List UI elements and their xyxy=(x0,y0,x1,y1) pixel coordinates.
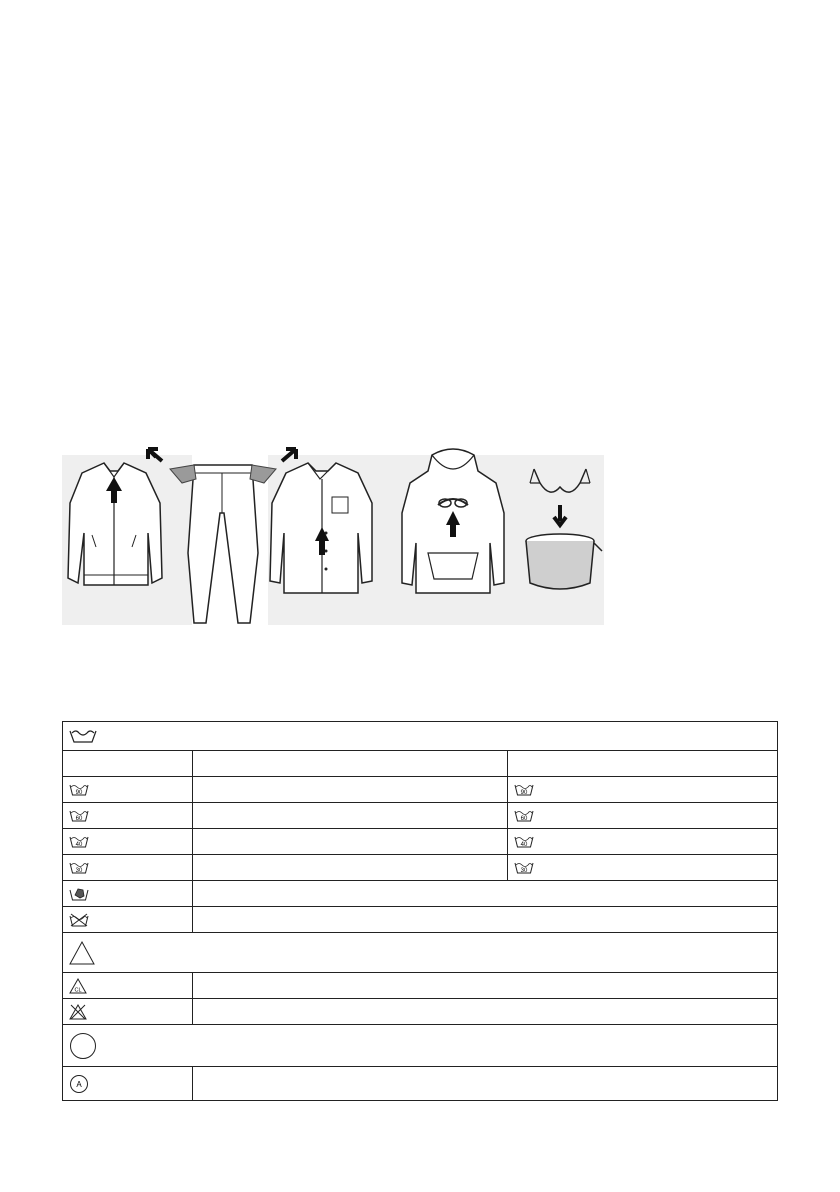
wash-90-row xyxy=(63,777,777,803)
wash-symbol-cell xyxy=(63,855,193,880)
bra-laundry-bag-icon xyxy=(520,443,604,633)
do-not-wash-row xyxy=(63,907,777,933)
wash-30-icon xyxy=(514,861,534,874)
svg-text:90: 90 xyxy=(75,790,83,796)
bleach-cl-row xyxy=(63,973,777,999)
wash-description-cell xyxy=(193,829,508,854)
do-not-bleach-description-cell xyxy=(193,999,777,1024)
wash-alt-symbol-cell xyxy=(508,777,777,802)
do-not-bleach-symbol-cell xyxy=(63,999,193,1024)
dry-cleaning-header-cell xyxy=(63,1025,777,1066)
hoodie-drawstring-icon xyxy=(398,443,508,633)
bleach-cl-symbol-cell xyxy=(63,973,193,998)
svg-text:30: 30 xyxy=(75,868,83,874)
do-not-wash-icon xyxy=(69,913,89,927)
svg-text:60: 60 xyxy=(75,816,83,822)
dry-clean-a-icon xyxy=(69,1074,89,1094)
dry-clean-a-description-cell xyxy=(193,1067,777,1100)
button-shirt-icon xyxy=(268,443,378,633)
subheader-cell-3 xyxy=(508,751,777,776)
wash-60-icon xyxy=(69,809,89,822)
wash-description-cell xyxy=(193,803,508,828)
svg-text:40: 40 xyxy=(75,842,83,848)
hand-wash-row xyxy=(63,881,777,907)
wash-alt-symbol-cell xyxy=(508,855,777,880)
svg-text:40: 40 xyxy=(520,842,528,848)
do-not-wash-symbol-cell xyxy=(63,907,193,932)
wash-tub-icon xyxy=(69,728,97,744)
do-not-bleach-icon xyxy=(69,1004,87,1020)
care-symbol-table xyxy=(62,721,778,1101)
dry-cleaning-header-row xyxy=(63,1025,777,1067)
svg-text:90: 90 xyxy=(520,790,528,796)
wash-30-row xyxy=(63,855,777,881)
bleaching-header-row xyxy=(63,933,777,973)
bleach-cl-icon xyxy=(69,978,87,994)
bleach-triangle-icon xyxy=(69,941,95,965)
wash-60-icon xyxy=(514,809,534,822)
bleaching-header-cell xyxy=(63,933,777,972)
dry-clean-a-symbol-cell xyxy=(63,1067,193,1100)
dry-clean-circle-icon xyxy=(69,1032,97,1060)
wash-description-cell xyxy=(193,777,508,802)
svg-text:A: A xyxy=(76,1079,82,1089)
wash-40-row xyxy=(63,829,777,855)
wash-alt-symbol-cell xyxy=(508,803,777,828)
svg-text:30: 30 xyxy=(520,868,528,874)
hand-wash-description-cell xyxy=(193,881,777,906)
wash-symbol-cell xyxy=(63,829,193,854)
do-not-bleach-row xyxy=(63,999,777,1025)
hand-wash-symbol-cell xyxy=(63,881,193,906)
washing-subheader-row xyxy=(63,751,777,777)
garment-preparation-illustration xyxy=(62,443,604,633)
wash-symbol-cell xyxy=(63,777,193,802)
wash-alt-symbol-cell xyxy=(508,829,777,854)
wash-40-icon xyxy=(514,835,534,848)
subheader-cell-2 xyxy=(193,751,508,776)
wash-30-icon xyxy=(69,861,89,874)
wash-40-icon xyxy=(69,835,89,848)
subheader-cell-1 xyxy=(63,751,193,776)
svg-text:CL: CL xyxy=(74,987,82,993)
do-not-wash-description-cell xyxy=(193,907,777,932)
wash-90-icon xyxy=(69,783,89,796)
svg-text:60: 60 xyxy=(520,816,528,822)
wash-90-icon xyxy=(514,783,534,796)
dry-clean-a-row xyxy=(63,1067,777,1100)
hand-wash-icon xyxy=(69,887,89,901)
wash-60-row xyxy=(63,803,777,829)
washing-header-cell xyxy=(63,722,777,750)
wash-symbol-cell xyxy=(63,803,193,828)
bleach-cl-description-cell xyxy=(193,973,777,998)
wash-description-cell xyxy=(193,855,508,880)
washing-header-row xyxy=(63,722,777,751)
